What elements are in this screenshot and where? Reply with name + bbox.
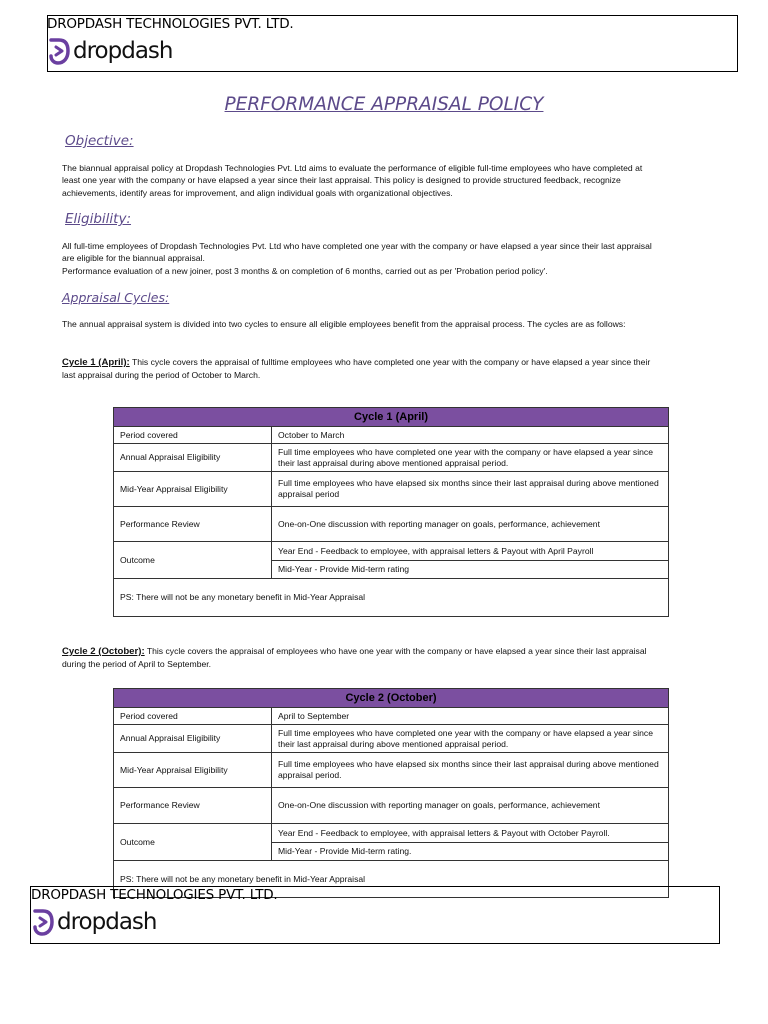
table-row — [114, 788, 669, 824]
cycle2-outcome-mid-year: Mid-Year - Provide Mid-term rating. — [272, 843, 669, 861]
cycle2-table — [113, 688, 669, 898]
cycle1-desc-text: This cycle covers the appraisal of fulltime employees who have completed one year with the company or have elapsed a year since their last appraisal during the period of October to March. — [62, 357, 651, 381]
cycle1-table — [113, 407, 669, 617]
cycle1-row-value: October to March — [272, 427, 669, 444]
dropdash-logo-icon — [48, 36, 70, 66]
table-row — [114, 725, 669, 753]
eligibility-line-2: Performance evaluation of a new joiner, post 3 months & on completion of 6 months, carried out as per 'Probation period policy'. — [62, 265, 548, 276]
cycle1-row-label: Mid-Year Appraisal Eligibility — [114, 472, 272, 507]
table-row — [114, 708, 669, 725]
table-row — [114, 753, 669, 788]
eligibility-text — [62, 240, 662, 277]
cycle2-table-title: Cycle 2 (October) — [114, 689, 669, 708]
cycle1-label: Cycle 1 (April): — [62, 357, 130, 368]
page-title: PERFORMANCE APPRAISAL POLICY — [224, 94, 544, 115]
footer-company-name: DROPDASH TECHNOLOGIES PVT. LTD. — [31, 887, 278, 903]
cycle2-row-value: One-on-One discussion with reporting manager on goals, performance, achievement — [272, 788, 669, 824]
cycle2-row-value: April to September — [272, 708, 669, 725]
dropdash-logo-icon — [32, 907, 54, 937]
objective-heading: Objective: — [65, 133, 134, 149]
cycle1-outcome-label: Outcome — [114, 542, 272, 579]
appraisal-cycles-intro: The annual appraisal system is divided into two cycles to ensure all eligible employees benefit from the appraisal process. The cycles are as follows: — [62, 319, 626, 329]
cycle1-row-value: One-on-One discussion with reporting manager on goals, performance, achievement — [272, 507, 669, 542]
cycle2-row-value: Full time employees who have completed one year with the company or have elapsed a year since their last appraisal during above mentioned appraisal period. — [272, 725, 669, 753]
cycle1-row-label: Annual Appraisal Eligibility — [114, 444, 272, 472]
cycle1-row-value: Full time employees who have completed one year with the company or have elapsed a year since their last appraisal during above mentioned appraisal period. — [272, 444, 669, 472]
cycle2-description — [62, 645, 662, 671]
table-row — [114, 824, 669, 843]
cycle1-outcome-mid-year: Mid-Year - Provide Mid-term rating — [272, 561, 669, 579]
cycle2-label: Cycle 2 (October): — [62, 646, 145, 657]
cycle2-row-label: Performance Review — [114, 788, 272, 824]
cycle2-row-value: Full time employees who have elapsed six months since their last appraisal during above mentioned appraisal period. — [272, 753, 669, 788]
cycle2-outcome-year-end: Year End - Feedback to employee, with appraisal letters & Payout with October Payroll. — [272, 824, 669, 843]
cycle2-note: PS: There will not be any monetary benefit in Mid-Year Appraisal — [114, 861, 669, 898]
table-row — [114, 444, 669, 472]
cycle2-row-label: Period covered — [114, 708, 272, 725]
table-row — [114, 427, 669, 444]
table-row — [114, 542, 669, 561]
cycle2-row-label: Annual Appraisal Eligibility — [114, 725, 272, 753]
logo-wordmark: dropdash — [57, 908, 157, 935]
header-logo — [48, 36, 172, 66]
objective-text: The biannual appraisal policy at Dropdash Technologies Pvt. Ltd aims to evaluate the performance of eligible full-time employees who have completed at least one year with the company or have elapsed a year since their last appraisal. This policy is designed to provide structured feedback, recognize achievements, identify areas for improvement, and align individual goals with organizational objectives. — [62, 163, 643, 198]
cycle1-description — [62, 356, 662, 382]
cycle1-row-value: Full time employees who have elapsed six months since their last appraisal during above mentioned appraisal period — [272, 472, 669, 507]
header-company-name: DROPDASH TECHNOLOGIES PVT. LTD. — [47, 16, 294, 32]
cycle1-row-label: Performance Review — [114, 507, 272, 542]
cycle1-outcome-year-end: Year End - Feedback to employee, with appraisal letters & Payout with April Payroll — [272, 542, 669, 561]
appraisal-cycles-heading: Appraisal Cycles: — [62, 290, 170, 305]
cycle1-row-label: Period covered — [114, 427, 272, 444]
table-row — [114, 579, 669, 617]
cycle2-row-label: Mid-Year Appraisal Eligibility — [114, 753, 272, 788]
logo-wordmark: dropdash — [73, 37, 173, 64]
eligibility-line-1: All full-time employees of Dropdash Technologies Pvt. Ltd who have completed one year with the company or have elapsed a year since their last appraisal are eligible for the biannual appraisal. — [62, 241, 652, 264]
cycle2-desc-text: This cycle covers the appraisal of employees who have one year with the company or have elapsed a year since their last appraisal during the period of April to September. — [62, 646, 647, 670]
footer-logo — [32, 907, 156, 937]
eligibility-heading: Eligibility: — [65, 211, 132, 227]
table-row — [114, 507, 669, 542]
cycle2-outcome-label: Outcome — [114, 824, 272, 861]
cycle1-table-title: Cycle 1 (April) — [114, 408, 669, 427]
cycle1-note: PS: There will not be any monetary benefit in Mid-Year Appraisal — [114, 579, 669, 617]
table-row — [114, 472, 669, 507]
